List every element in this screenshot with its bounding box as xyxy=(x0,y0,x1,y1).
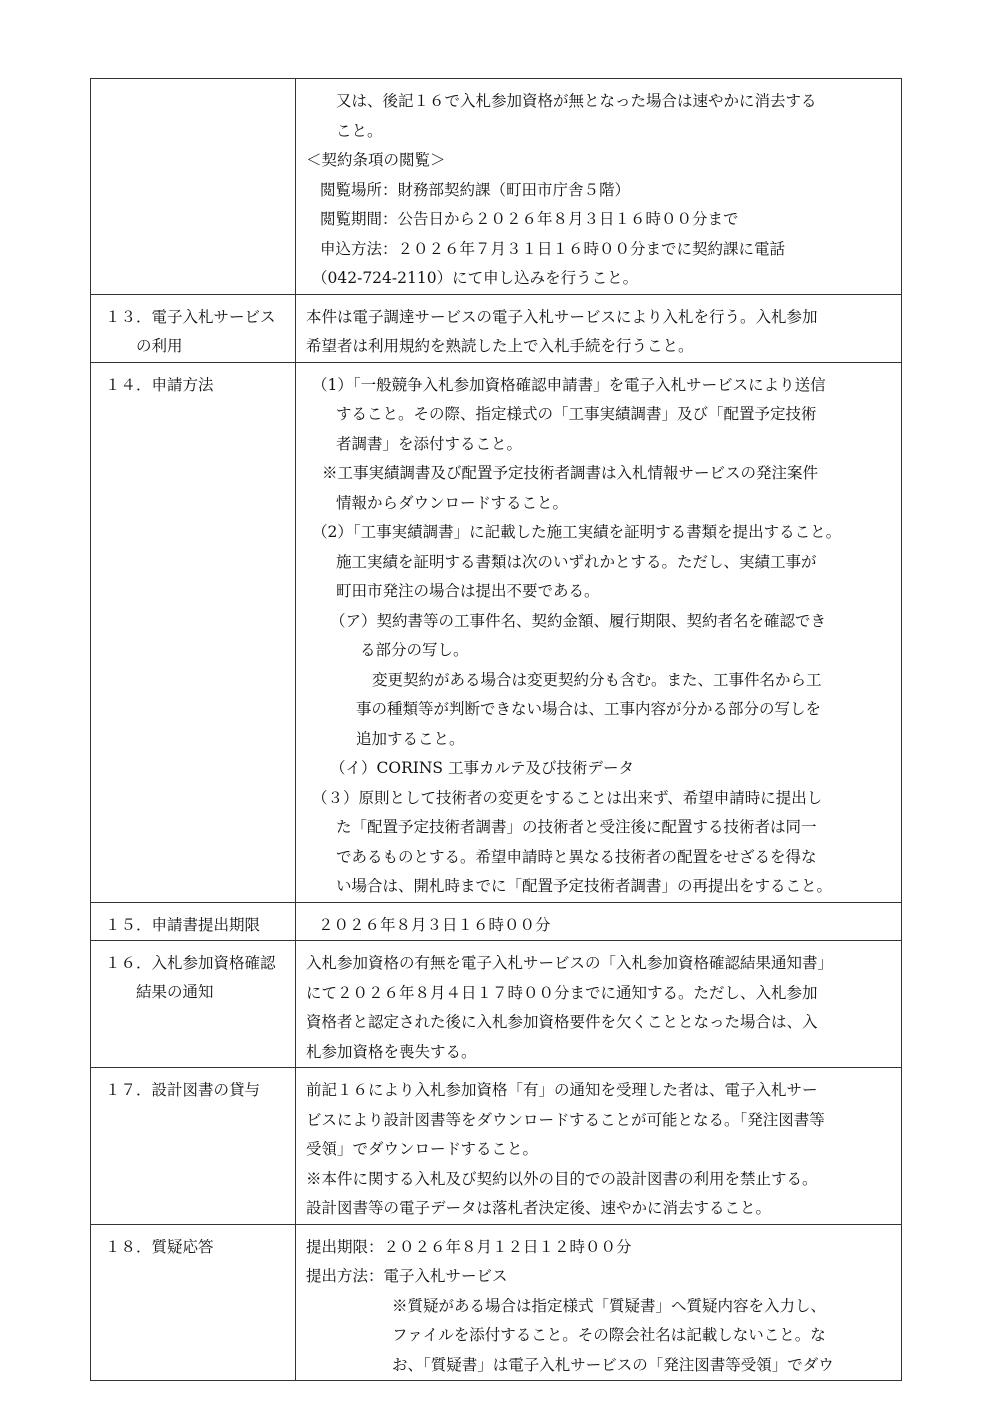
content-line: 閲覧場所：財務部契約課（町田市庁舎５階） xyxy=(320,180,631,199)
content-line: （042-724-2110）にて申し込みを行うこと。 xyxy=(312,269,639,287)
content-line: 受領」でダウンロードすること。 xyxy=(306,1140,539,1158)
content-line: 変更契約がある場合は変更契約分も含む。また、工事件名から工 xyxy=(372,670,822,689)
table-row xyxy=(91,1068,902,1225)
content-line: お、「質疑書」は電子入札サービスの「発注図書等受領」でダウ xyxy=(392,1355,834,1374)
table-row xyxy=(91,295,902,363)
row-content xyxy=(296,363,902,902)
document-table xyxy=(90,78,902,1381)
row-label: １５．申請書提出期限 xyxy=(91,903,296,941)
content-line: にて２０２６年８月４日１７時００分までに通知する。ただし、入札参加 xyxy=(306,983,818,1002)
row-content xyxy=(296,79,902,294)
content-line: い場合は、開札時までに「配置予定技術者調書」の再提出をすること。 xyxy=(336,877,833,895)
content-line: （1）「一般競争入札参加資格確認申請書」を電子入札サービスにより送信 xyxy=(312,375,826,394)
row-label: １３．電子入札サービス の利用 xyxy=(91,295,296,362)
content-line: ＜契約条項の閲覧＞ xyxy=(306,151,446,169)
row-label: １４．申請方法 xyxy=(91,363,296,902)
row-content xyxy=(296,1068,902,1224)
content-line: 提出方法：電子入札サービス xyxy=(306,1267,508,1285)
content-line: 申込方法：２０２６年７月３１日１６時００分までに契約課に電話 xyxy=(320,239,786,258)
content-line: 設計図書等の電子データは落札者決定後、速やかに消去すること。 xyxy=(306,1199,772,1217)
row-content xyxy=(296,903,902,941)
content-line: ファイルを添付すること。その際会社名は記載しないこと。な xyxy=(392,1326,826,1344)
content-line: （３）原則として技術者の変更をすることは出来ず、希望申請時に提出し xyxy=(312,788,823,807)
content-line: 追加すること。 xyxy=(356,729,465,748)
table-row xyxy=(91,941,902,1068)
row-content xyxy=(296,295,902,362)
table-row xyxy=(91,1225,902,1382)
table-row xyxy=(91,903,902,942)
row-label: １８．質疑応答 xyxy=(91,1225,296,1381)
content-line: 町田市発注の場合は提出不要である。 xyxy=(336,582,600,600)
content-line: 資格者と認定された後に入札参加資格要件を欠くこととなった場合は、入 xyxy=(306,1013,818,1031)
content-line: ※工事実績調書及び配置予定技術者調書は入札情報サービスの発注案件 xyxy=(322,464,819,482)
content-line: すること。その際、指定様式の「工事実績調書」及び「配置予定技術 xyxy=(336,405,817,423)
content-line: 事の種類等が判断できない場合は、工事内容が分かる部分の写しを xyxy=(356,700,822,718)
content-line: た「配置予定技術者調書」の技術者と受注後に配置する技術者は同一 xyxy=(336,818,817,836)
row-content xyxy=(296,941,902,1067)
content-line: 提出期限：２０２６年８月１２日１２時００分 xyxy=(306,1237,632,1256)
content-line: る部分の写し。 xyxy=(360,641,469,659)
content-line: 施工実績を証明する書類は次のいずれかとする。ただし、実績工事が xyxy=(336,552,817,571)
row-content xyxy=(296,1225,902,1381)
content-line: 又は、後記１６で入札参加資格が無となった場合は速やかに消去する xyxy=(336,92,817,110)
content-line: ２０２６年８月３日１６時００分 xyxy=(318,915,551,934)
content-line: ※本件に関する入札及び契約以外の目的での設計図書の利用を禁止する。 xyxy=(306,1169,818,1188)
content-line: ビスにより設計図書等をダウンロードすることが可能となる。「発注図書等 xyxy=(306,1110,825,1129)
content-line: であるものとする。希望申請時と異なる技術者の配置をせざるを得な xyxy=(336,847,817,866)
content-line: （2）「工事実績調書」に記載した施工実績を証明する書類を提出すること。 xyxy=(312,523,842,541)
content-line: ※質疑がある場合は指定様式「質疑書」へ質疑内容を入力し、 xyxy=(392,1296,827,1315)
content-line: こと。 xyxy=(336,121,383,140)
content-line: 前記１６により入札参加資格「有」の通知を受理した者は、電子入札サー xyxy=(306,1081,818,1099)
row-label: １７．設計図書の貸与 xyxy=(91,1068,296,1224)
content-line: 閲覧期間：公告日から２０２６年８月３日１６時００分まで xyxy=(320,210,739,228)
content-line: 本件は電子調達サービスの電子入札サービスにより入札を行う。入札参加 xyxy=(306,307,818,326)
content-line: 希望者は利用規約を熟読した上で入札手続を行うこと。 xyxy=(306,337,694,355)
content-line: （イ）CORINS 工事カルテ及び技術データ xyxy=(330,759,634,777)
row-label xyxy=(91,79,296,294)
content-line: （ア）契約書等の工事件名、契約金額、履行期限、契約者名を確認でき xyxy=(330,611,827,630)
content-line: 札参加資格を喪失する。 xyxy=(306,1042,477,1061)
table-row xyxy=(91,363,902,903)
content-line: 入札参加資格の有無を電子入札サービスの「入札参加資格確認結果通知書」 xyxy=(306,954,834,972)
content-line: 情報からダウンロードすること。 xyxy=(336,493,569,512)
row-label: １６．入札参加資格確認 結果の通知 xyxy=(91,941,296,1067)
content-line: 者調書」を添付すること。 xyxy=(336,434,523,453)
table-row xyxy=(91,79,902,295)
